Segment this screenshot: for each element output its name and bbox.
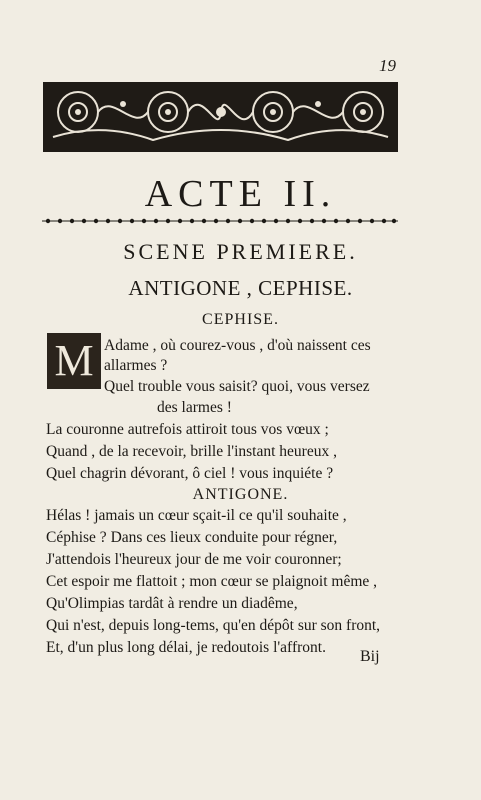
verse-line: Quel chagrin dévorant, ô ciel ! vous inquiéte ? bbox=[46, 465, 334, 482]
scene-characters: ANTIGONE , CEPHISE. bbox=[128, 276, 353, 300]
verse-line: J'attendois l'heureux jour de me voir couronner; bbox=[46, 551, 342, 568]
signature-mark: Bij bbox=[360, 648, 380, 665]
verse-line: Hélas ! jamais un cœur sçait-il ce qu'il souhaite , bbox=[46, 507, 347, 524]
verse-line: Cet espoir me flattoit ; mon cœur se plaignoit même , bbox=[46, 573, 378, 590]
verse-line: Qu'Olimpias tardât à rendre un diadême, bbox=[46, 595, 298, 612]
verse-line: Céphise ? Dans ces lieux conduite pour régner, bbox=[46, 529, 338, 546]
verse-line: Adame , où courez-vous , d'où naissent ces bbox=[104, 337, 371, 354]
scene-title: SCENE PREMIERE. bbox=[123, 239, 358, 264]
floral-headpiece-ornament bbox=[43, 82, 398, 152]
verse-line: Et, d'un plus long délai, je redoutois l'affront. bbox=[46, 639, 326, 656]
fleuron-rule bbox=[42, 214, 398, 228]
verse-line: allarmes ? bbox=[104, 357, 168, 374]
verse-line: La couronne autrefois attiroit tous vos vœux ; bbox=[46, 421, 329, 438]
verse-line: Qui n'est, depuis long-tems, qu'en dépôt sur son front, bbox=[46, 617, 381, 634]
act-title: ACTE II. bbox=[144, 173, 337, 215]
verse-line: Quand , de la recevoir, brille l'instant heureux , bbox=[46, 443, 337, 460]
verse-line: des larmes ! bbox=[157, 399, 232, 416]
drop-cap-initial bbox=[47, 333, 101, 389]
speaker-name: CEPHISE. bbox=[202, 311, 279, 328]
drop-cap-letter: M bbox=[54, 336, 94, 385]
verse-line: Quel trouble vous saisit? quoi, vous versez bbox=[104, 378, 370, 395]
page-number: 19 bbox=[379, 56, 396, 75]
speaker-name: ANTIGONE. bbox=[192, 486, 289, 503]
